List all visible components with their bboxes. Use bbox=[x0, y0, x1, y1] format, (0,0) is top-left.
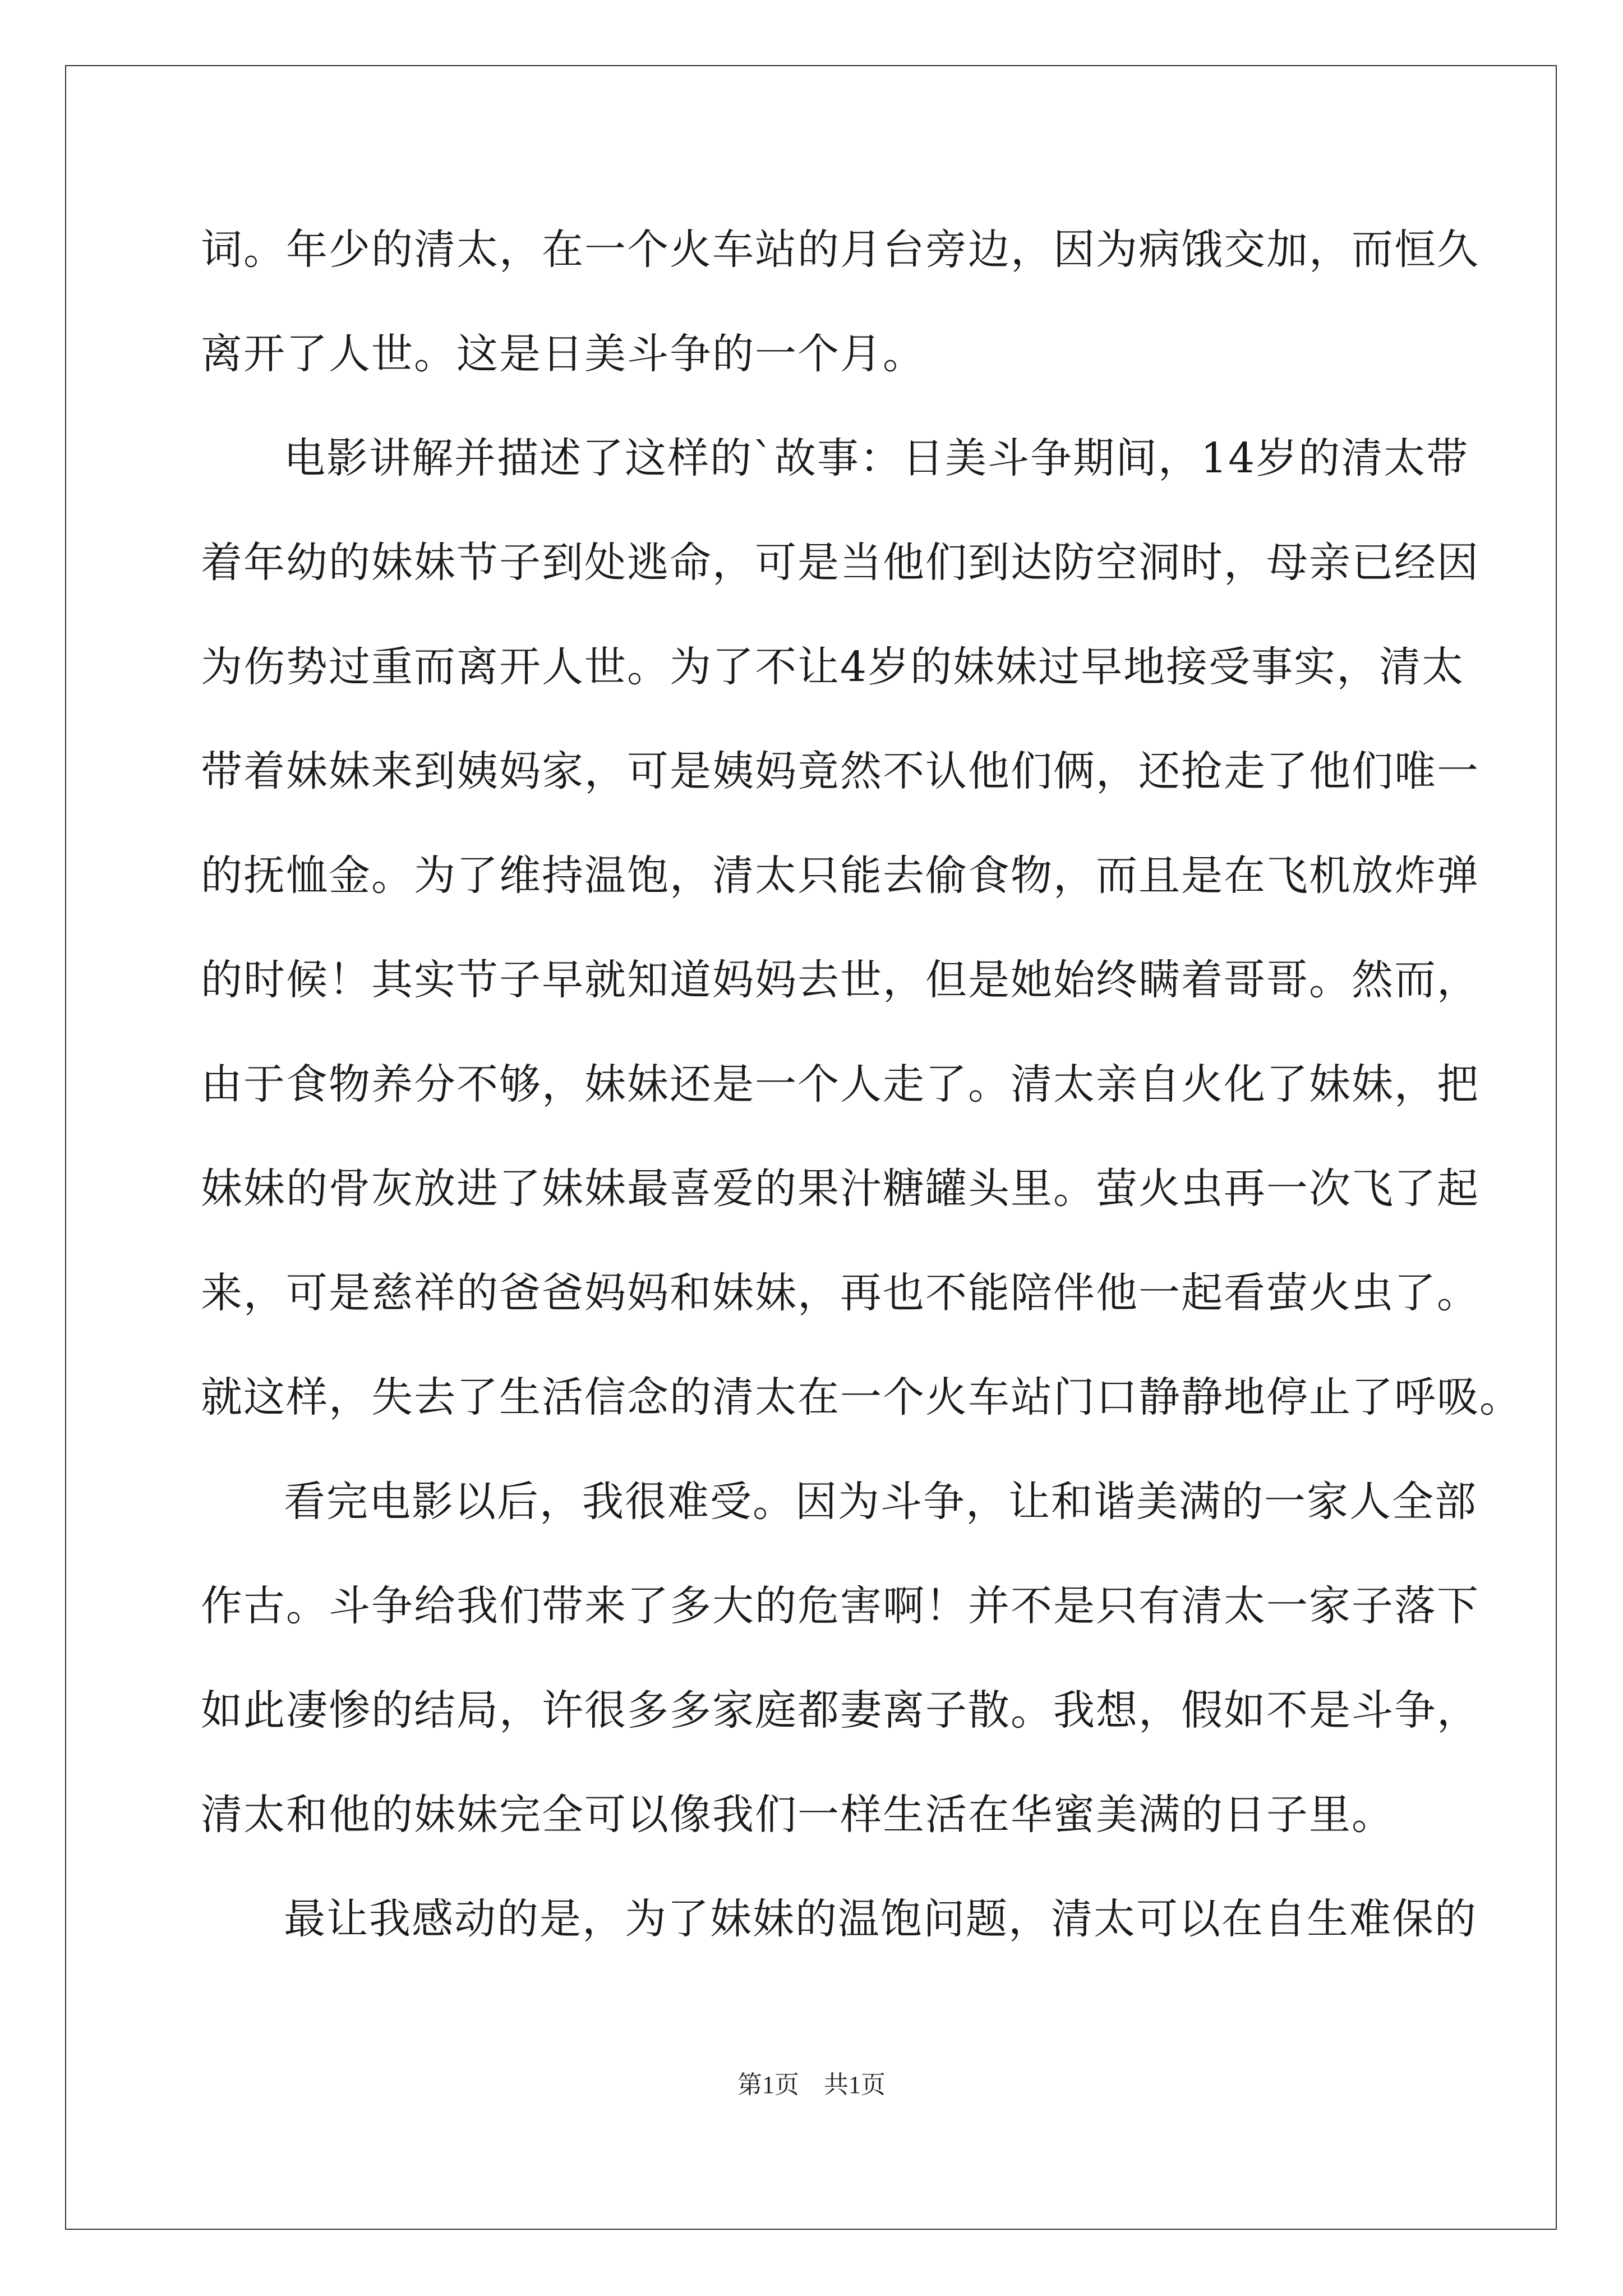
text-line: 清太和他的妹妹完全可以像我们一样生活在华蜜美满的日子里。 bbox=[201, 1791, 1394, 1839]
text-line: 为伤势过重而离开人世。为了不让4岁的妹妹过早地接受事实，清太 bbox=[201, 643, 1465, 691]
paragraph-start-line: 电影讲解并描述了这样的`故事：日美斗争期间，14岁的清太带 bbox=[284, 434, 1469, 482]
paragraph-start-line: 看完电影以后，我很难受。因为斗争，让和谐美满的一家人全部 bbox=[284, 1478, 1477, 1526]
document-body bbox=[201, 213, 1522, 1987]
text-line: 带着妹妹来到姨妈家，可是姨妈竟然不认他们俩，还抢走了他们唯一 bbox=[201, 747, 1479, 795]
text-line: 离开了人世。这是日美斗争的一个月。 bbox=[201, 330, 925, 378]
text-line: 如此凄惨的结局，许很多多家庭都妻离子散。我想，假如不是斗争， bbox=[201, 1686, 1479, 1734]
text-line: 的抚恤金。为了维持温饱，清太只能去偷食物，而且是在飞机放炸弹 bbox=[201, 852, 1479, 900]
text-line: 的时候！其实节子早就知道妈妈去世，但是她始终瞒着哥哥。然而， bbox=[201, 956, 1479, 1004]
text-line: 就这样，失去了生活信念的清太在一个火车站门口静静地停止了呼吸。 bbox=[201, 1373, 1522, 1421]
text-line: 来，可是慈祥的爸爸妈妈和妹妹，再也不能陪伴他一起看萤火虫了。 bbox=[201, 1269, 1479, 1317]
text-line: 作古。斗争给我们带来了多大的危害啊！并不是只有清太一家子落下 bbox=[201, 1582, 1479, 1630]
paragraph-start-line: 最让我感动的是，为了妹妹的温饱问题，清太可以在自生难保的 bbox=[284, 1895, 1477, 1943]
text-line: 妹妹的骨灰放进了妹妹最喜爱的果汁糖罐头里。萤火虫再一次飞了起 bbox=[201, 1165, 1479, 1213]
text-line: 词。年少的清太，在一个火车站的月台旁边，因为病饿交加，而恒久 bbox=[201, 226, 1479, 274]
text-line: 着年幼的妹妹节子到处逃命，可是当他们到达防空洞时，母亲已经因 bbox=[201, 539, 1479, 587]
text-line: 由于食物养分不够，妹妹还是一个人走了。清太亲自火化了妹妹，把 bbox=[201, 1060, 1479, 1108]
page-number-footer: 第1页 共1页 bbox=[737, 2071, 886, 2099]
